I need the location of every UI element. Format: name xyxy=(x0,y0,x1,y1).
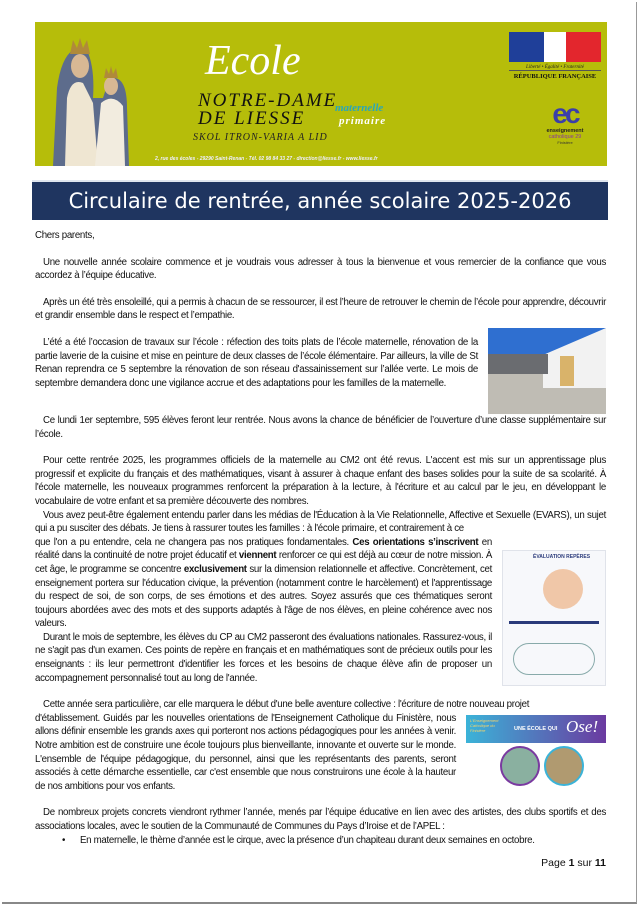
evars-text-3: renforcer ce qui est déjà au cœur de notre mission. À cet âge, le programme se concentre xyxy=(35,550,492,575)
page-current: 1 xyxy=(568,857,575,870)
school-word: Ecole xyxy=(205,38,301,84)
school-address: 2, rue des écoles - 29290 Saint-Renan - Tél. 02 98 84 33 27 - direction@liesse.fr - www.liesse.fr xyxy=(155,156,378,162)
level-primaire: primaire xyxy=(339,115,387,127)
ose-right-text: Ose! xyxy=(566,716,599,736)
page-prefix: Page xyxy=(541,857,566,870)
page-number xyxy=(35,857,606,871)
evars-text-2: en réalité dans la continuité de notre projet éducatif et xyxy=(35,536,492,562)
evaluation-reperes-image xyxy=(502,550,606,686)
school-name-line2: DE LIESSE xyxy=(198,108,306,129)
evars-bold-2: viennent xyxy=(238,550,277,562)
bullet-item-row xyxy=(62,834,606,848)
rf-motto: Liberté • Égalité • Fraternité xyxy=(509,65,601,71)
school-building-photo xyxy=(488,328,606,414)
marianne-flag-icon xyxy=(509,32,601,62)
ec-line2: catholique 29 xyxy=(548,134,582,140)
document-title: Circulaire de rentrée, année scolaire 2025-2026 xyxy=(32,180,608,220)
paragraph-summer: Après un été très ensoleillé, qui a permis à chacun de se ressourcer, il est l’heure de retrouver le chemin de l’école pour apprendre, découvrir et grandir ensemble dans le respect et l’empathie. xyxy=(35,296,606,322)
ose-left-text: L’Enseignement Catholique du Finistère xyxy=(470,717,499,733)
evaluation-title: ÉVALUATION REPÈRES xyxy=(533,553,591,560)
ec-line3: Finistère xyxy=(557,140,573,145)
paragraph-project-intro: Cette année sera particulière, car elle marquera le début d'une belle aventure collective : l'écriture de notre nouveau projet xyxy=(43,699,530,711)
paragraph-project: d'établissement. Guidés par les nouvelles orientations de l'Enseignement Catholique du Finistère, nous allons définir ensemble les grands axes qui porteront nos actions pédagogiques pour les années à venir. Notre ambition est de construire une école toujours plus bienveillante, innovante et ouverte sur le monde. L'ensemble de l'équipe pédagogique, du personnel, ainsi que les représentants des parents, seront associés à cette démarche essentielle, car c'est ensemble que nous construirons une école à la hauteur de nos ambitions pour vos enfants. xyxy=(35,712,456,792)
paragraph-students: Ce lundi 1er septembre, 595 élèves feront leur rentrée. Nous avons la chance de bénéficier de l’ouverture d’une classe supplémentaire sur l’école. xyxy=(35,414,606,440)
level-maternelle: maternelle xyxy=(335,102,384,114)
paragraph-works: L’été a été l’occasion de travaux sur l’école : réfection des toits plats de l’école maternelle, rénovation de la partie laverie de la cuisine et mise en peinture de deux classes de l’école élémentaire. Par ailleurs, la ville de St Renan reprendra ce 5 septembre la rénovation de son réseau d'assainissement sur l’allée verte. Le mois de septembre demandera donc une vigilance accrue et des adaptations pour les familles de la maternelle. xyxy=(35,336,478,389)
ec-line1: enseignement xyxy=(546,128,584,134)
republique-francaise-logo xyxy=(509,32,601,80)
ec-logo-icon: ec xyxy=(552,98,578,129)
paragraph-programs: Pour cette rentrée 2025, les programmes officiels de la maternelle au CM2 ont été revus. L'accent est mis sur un apprentissage plus progressif et explicite du français et des mathématiques, visant à assurer à chaque enfant des bases solides pour la suite de sa scolarité. À l'école maternelle, les nouveaux programmes renforcent la préparation à la lecture, à l'écriture et au calcul par le jeu, en développant le vocabulaire de votre enfant et sa première découverte des nombres. xyxy=(35,455,606,507)
school-name xyxy=(198,92,337,128)
letter-body xyxy=(35,229,606,871)
page-sep: sur xyxy=(577,857,592,870)
breton-name: SKOL ITRON-VARIA A LID xyxy=(193,132,328,143)
enseignement-catholique-logo xyxy=(530,100,600,145)
school-banner xyxy=(35,22,607,166)
bullet-item: En maternelle, le thème d’année est le cirque, avec la présence d’un chapiteau durant deux semaines en octobre. xyxy=(80,834,535,846)
bullet-icon: • xyxy=(62,834,66,846)
evars-text-4: sur la dimension relationnelle et affective. Concrètement, cet enseignement portera sur l'éducation civique, la prévention (notamment contre le harcèlement) et l'apprentissage du respect de soi, de son corps, de ses émotions et des autres. Soyez assurés que ces thématiques seront toujours abordées avec des mots et des supports adaptés à l'âge de nos élèves, en pleine cohérence avec nos valeurs. xyxy=(35,563,492,630)
virgin-and-child-statue-image xyxy=(43,28,143,166)
greeting: Chers parents, xyxy=(35,230,95,241)
paragraph-projects: De nombreux projets concrets viendront rythmer l’année, menés par l’équipe éducative en lien avec des artistes, des clubs sportifs et des associations locales, avec le soutien de la Communauté de Communes du Pays d’Iroise et de l’APEL : xyxy=(35,807,606,832)
rf-name: RÉPUBLIQUE FRANÇAISE xyxy=(513,73,597,80)
page-total: 11 xyxy=(594,857,606,870)
paragraph-evars-intro: Vous avez peut-être également entendu parler dans les médias de l'Éducation à la Vie Relationnelle, Affective et Sexuelle (EVARS), un sujet qui a pu susciter des débats. Je tiens à rassurer toutes les familles : à l'école primaire, et contrairement à ce xyxy=(35,509,606,535)
evars-bold-1: Ces orientations s’inscrivent xyxy=(352,536,479,548)
evars-text-1: que l'on a pu entendre, cela ne changera pas nos pratiques fondamentales. xyxy=(35,536,353,548)
school-name-line1: NOTRE-DAME xyxy=(198,90,338,111)
ose-mid-text: UNE ÉCOLE QUI xyxy=(514,725,558,732)
paragraph-welcome: Une nouvelle année scolaire commence et je voudrais vous adresser à tous la bienvenue et vous remercier de la confiance que vous accordez à l’équipe éducative. xyxy=(35,256,606,282)
paragraph-evaluations: Durant le mois de septembre, les élèves du CP au CM2 passeront des évaluations nationales. Rassurez-vous, il ne s'agit pas d'un examen. Ces points de repère en français et en mathématiques sont de précieux outils pour les enseignants : ils leur permettront d'identifier les forces et les besoins de chaque élève afin de proposer un accompagnement personnalisé tout au long de l'année. xyxy=(35,631,492,684)
evars-bold-3: exclusivement xyxy=(183,563,247,575)
ecole-qui-ose-image xyxy=(466,715,606,787)
